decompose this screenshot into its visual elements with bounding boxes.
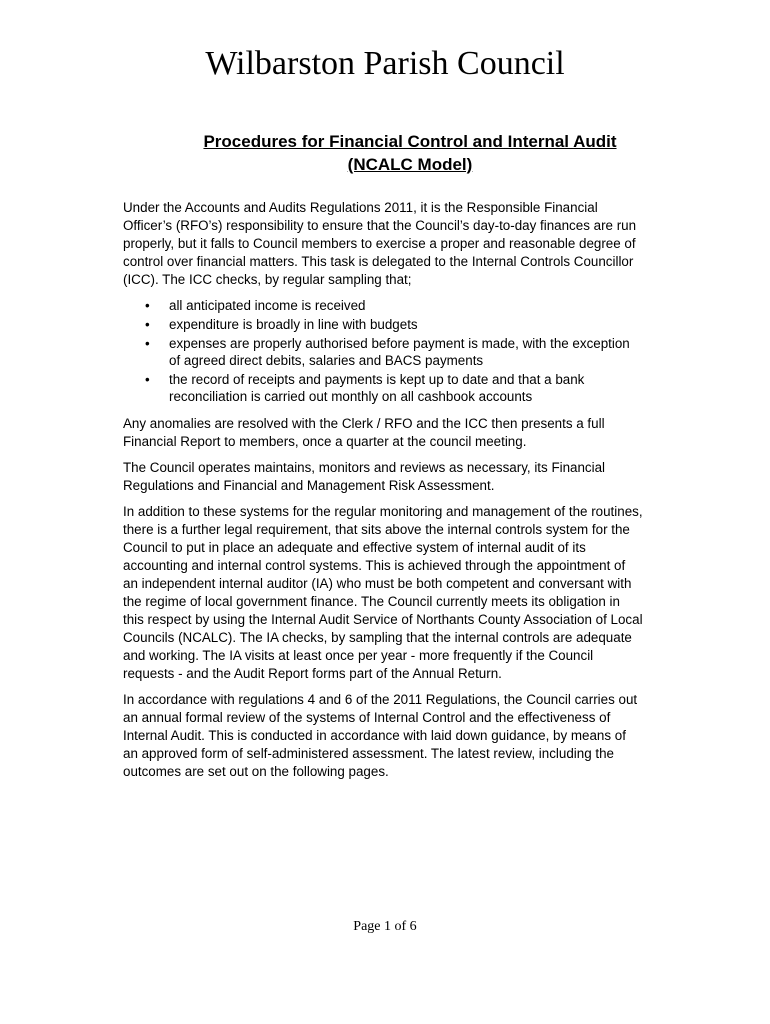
list-item-text: expenses are properly authorised before payment is made, with the exception of agreed direct debits, salaries and BACS payments [169,336,630,368]
document-heading [150,130,670,176]
annual-review-paragraph: In accordance with regulations 4 and 6 of the 2011 Regulations, the Council carries out an annual formal review of the systems of Internal Control and the effectiveness of Internal Audit. This is conducted in accordance with laid down guidance, by means of an approved form of self-administered assessment. The latest review, including the outcomes are set out on the following pages. [123,692,638,779]
regulations-paragraph: The Council operates maintains, monitors and reviews as necessary, its Financial Regulations and Financial and Management Risk Assessment. [123,460,606,493]
list-item-text: all anticipated income is received [169,298,366,313]
list-item [145,371,643,405]
heading-line-1: Procedures for Financial Control and Internal Audit [203,132,617,151]
bullet-icon: • [145,317,150,332]
intro-paragraph: Under the Accounts and Audits Regulations 2011, it is the Responsible Financial Officer’s (RFO’s) responsibility to ensure that the Council’s day-to-day finances are run properly, but it falls to Council members to exercise a proper and reasonable degree of control over financial matters. This task is delegated to the Internal Controls Councillor (ICC). The ICC checks, by regular sampling that; [123,200,637,287]
heading-line-2: (NCALC Model) [347,155,473,174]
list-item-text: expenditure is broadly in line with budgets [169,317,418,332]
bullet-icon: • [145,336,150,351]
list-item [145,297,643,314]
list-item-text: the record of receipts and payments is kept up to date and that a bank reconciliation is carried out monthly on all cashbook accounts [169,372,585,404]
council-title: Wilbarston Parish Council [205,45,565,82]
list-item [145,335,643,369]
internal-audit-paragraph: In addition to these systems for the regular monitoring and management of the routines, there is a further legal requirement, that sits above the internal controls system for the Council to put in place an adequate and effective system of internal audit of its accounting and internal control systems. This is achieved through the appointment of an independent internal auditor (IA) who must be both competent and conversant with the regime of local government finance. The Council currently meets its obligation in this respect by using the Internal Audit Service of Northants County Association of Local Councils (NCALC). The IA checks, by sampling that the internal controls are adequate and working. The IA visits at least once per year - more frequently if the Council requests - and the Audit Report forms part of the Annual Return. [123,504,643,681]
icc-checks-list [123,297,643,405]
page-number: Page 1 of 6 [353,919,417,934]
bullet-icon: • [145,372,150,387]
anomalies-paragraph: Any anomalies are resolved with the Clerk / RFO and the ICC then presents a full Financial Report to members, once a quarter at the council meeting. [123,416,605,449]
document-body [123,199,643,789]
bullet-icon: • [145,298,150,313]
list-item [145,316,643,333]
